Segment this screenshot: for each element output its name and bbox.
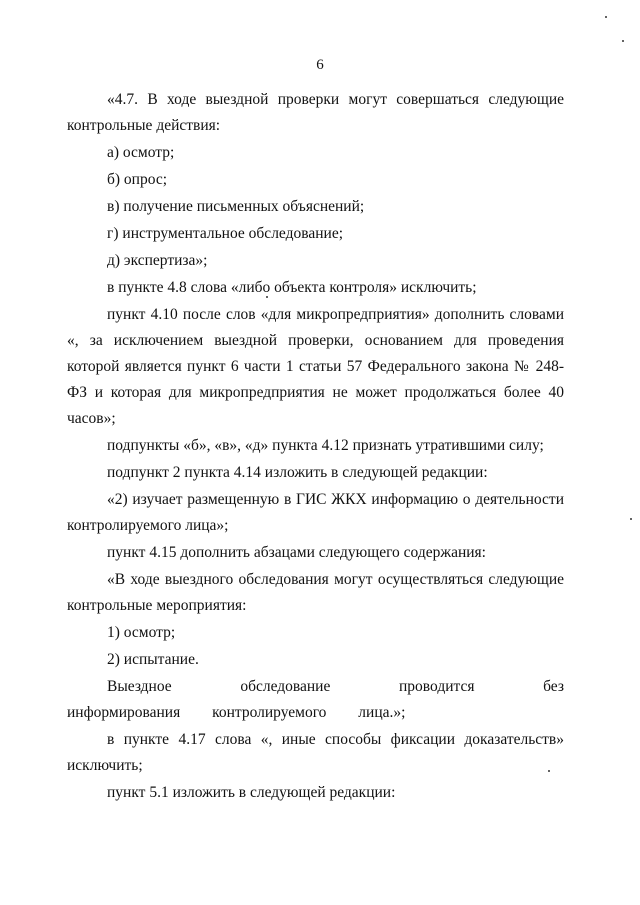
paragraph: «4.7. В ходе выездной проверки могут совершаться следующие контрольные действия: [67,91,564,134]
paragraph: в пункте 4.17 слова «, иные способы фиксации доказательств» исключить; [67,731,564,774]
page-number: 6 [316,57,324,73]
paragraph: Выездное обследование проводится без информирования контролируемого лица.»; [67,678,564,721]
paragraph: в пункте 4.8 слова «либо объекта контроля» исключить; [107,279,477,296]
paragraph: а) осмотр; [107,144,175,161]
paragraph: «2) изучает размещенную в ГИС ЖКХ информацию о деятельности контролируемого лица»; [67,491,564,534]
paragraph: б) опрос; [107,171,168,188]
paragraph: д) экспертиза»; [107,252,208,269]
paragraph: пункт 4.10 после слов «для микропредприятия» дополнить словами «, за исключением выездной проверки, основанием для проведения которой является пункт 6 части 1 статьи 57 Федерального закона № 248-ФЗ и которая для микропредприятия не может продолжаться более 40 часов»; [67,306,564,427]
scan-speck [548,770,550,772]
paragraph: подпункты «б», «в», «д» пункта 4.12 признать утратившими силу; [107,437,544,454]
paragraph: подпункт 2 пункта 4.14 изложить в следующей редакции: [107,464,488,481]
paragraph: 1) осмотр; [107,624,176,641]
scan-speck [605,16,607,18]
scan-speck [622,40,624,42]
paragraph: г) инструментальное обследование; [107,225,344,242]
paragraph: пункт 4.15 дополнить абзацами следующего содержания: [107,544,486,561]
scan-speck [630,518,632,520]
paragraph: в) получение письменных объяснений; [107,198,365,215]
paragraph: пункт 5.1 изложить в следующей редакции: [107,784,396,801]
scan-speck [266,296,268,298]
document-body [67,87,564,807]
paragraph: «В ходе выездного обследования могут осуществляться следующие контрольные мероприятия: [67,571,564,614]
paragraph: 2) испытание. [107,651,199,668]
